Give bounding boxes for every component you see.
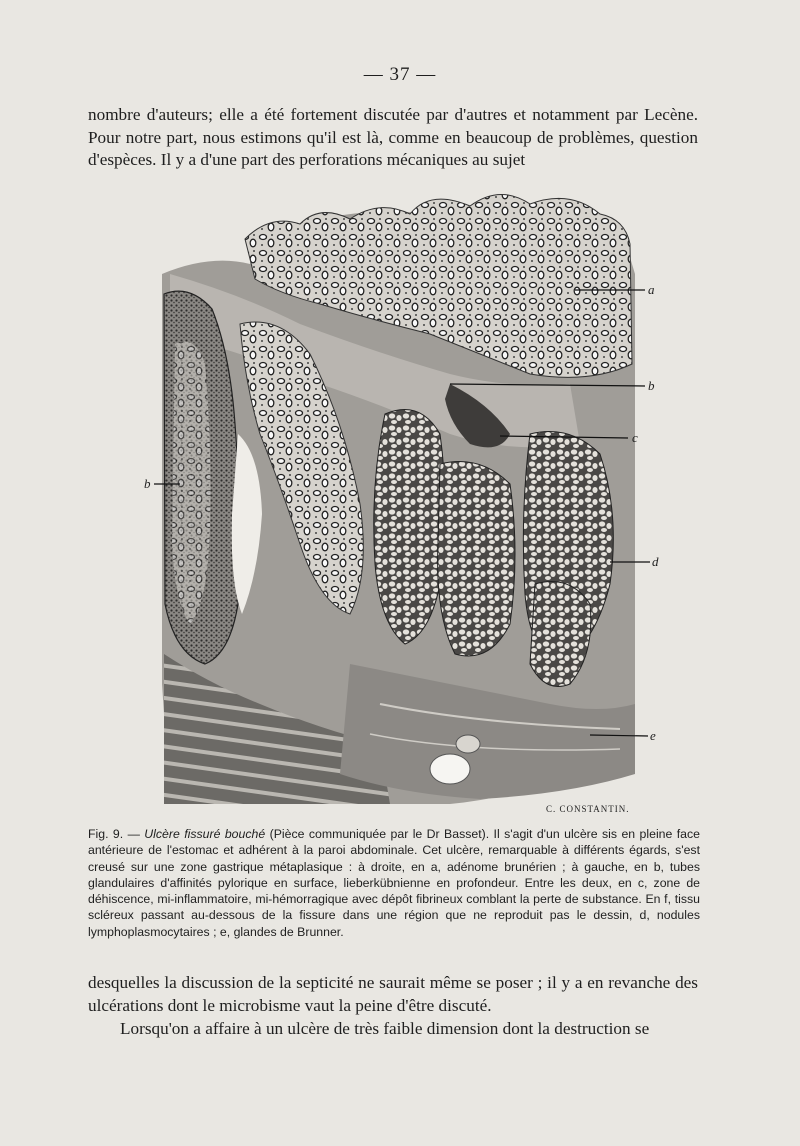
figure-caption — [88, 826, 700, 940]
paragraph-top: nombre d'auteurs; elle a été fortement discutée par d'autres et notamment par Lecène. Pour notre part, nous estimons qu'il est là, comme en beaucoup de problèmes, question d'espèces. Il y a d'une part des perforations mécaniques au sujet — [88, 105, 698, 169]
figure-label-d: d — [652, 554, 659, 569]
figure-label-c: c — [632, 430, 638, 445]
figure-label-a: a — [648, 282, 655, 297]
page-number: — 37 — — [363, 64, 437, 85]
caption-fig-title: Ulcère fissuré bouché — [144, 827, 266, 841]
figure-signature: C. CONSTANTIN. — [546, 804, 630, 814]
figure-label-e: e — [650, 728, 656, 743]
figure-label-b-right: b — [648, 378, 655, 393]
figure-label-b-left: b — [144, 476, 151, 491]
paragraph-last: Lorsqu'on a affaire à un ulcère de très faible dimension dont la destruction se — [120, 1019, 650, 1038]
caption-text: (Pièce communiquée par le Dr Basset). Il s'agit d'un ulcère sis en pleine face antérieure de l'estomac et adhérent à la paroi abdominale. Cet ulcère, remarquable à différents égards, s'est creusé sur une zone gastrique métaplasique : à droite, en a, adénome brunérien ; à gauche, en b, tubes glandulaires d'affinités pylorique en surface, lieberkübnienne en profondeur. Entre les deux, en c, zone de déhiscence, mi-inflammatoire, mi-hémorragique avec dépôt fibrineux comblant la perte de substance. En f, tissu scléreux passant au-dessous de la fissure dans une région que ne reproduit pas le dessin, d, nodules lymphoplasmocytaires ; e, glandes de Brunner. — [88, 827, 700, 939]
caption-fig-number: Fig. 9. — — [88, 827, 145, 841]
histology-figure — [144, 184, 660, 814]
paragraph-bottom: desquelles la discussion de la septicité ne saurait même se poser ; il y a en revanche des ulcérations dont le microbisme vaut la peine d'être discuté. — [88, 973, 698, 1015]
histology-illustration — [150, 184, 660, 814]
